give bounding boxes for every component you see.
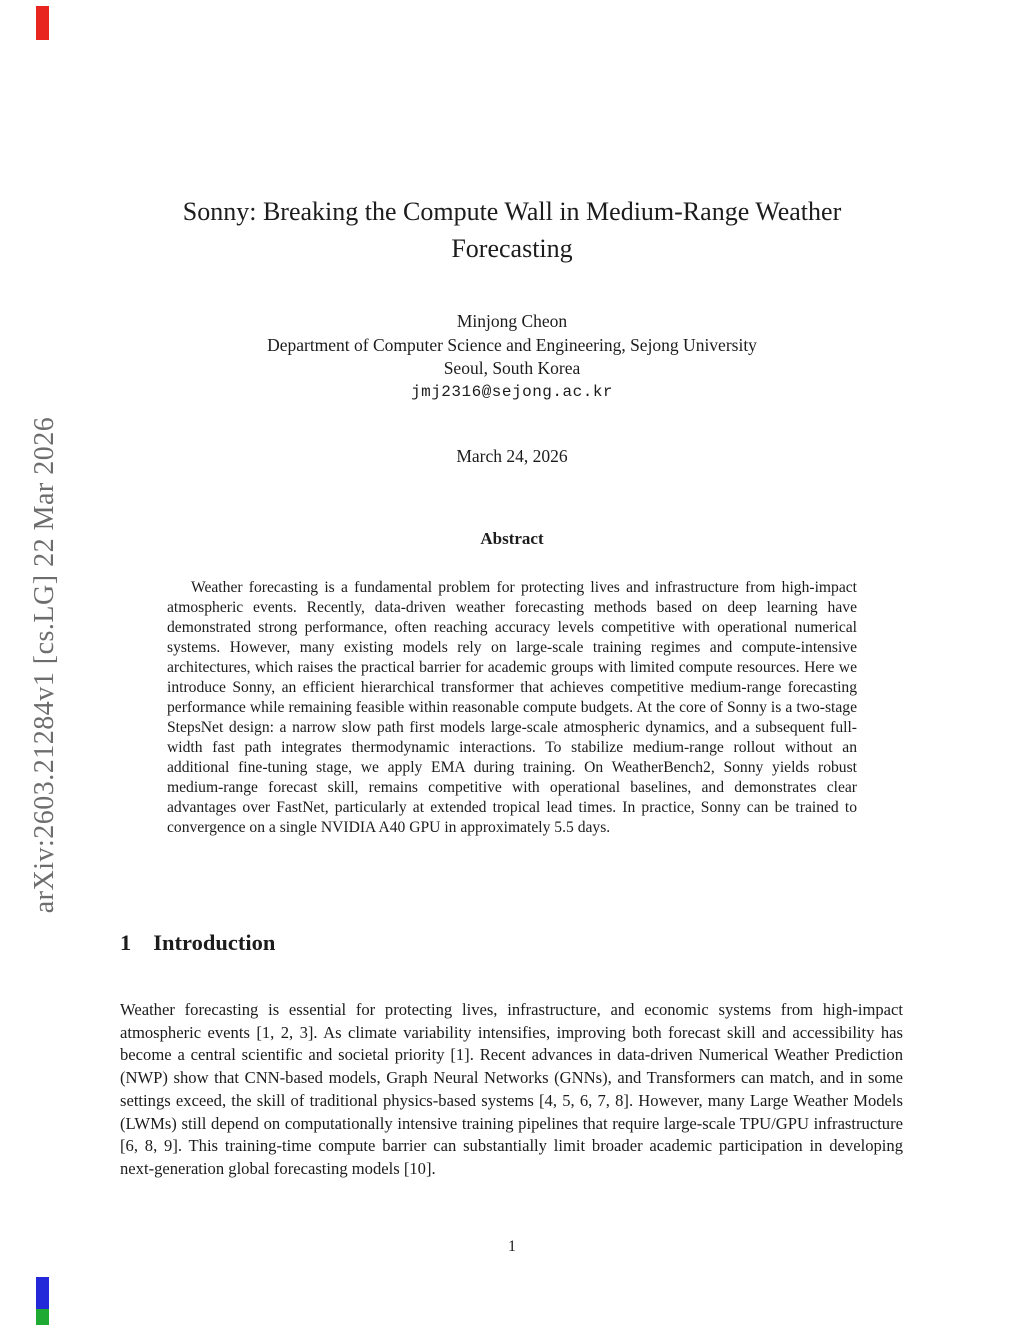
arxiv-watermark: arXiv:2603.21284v1 [cs.LG] 22 Mar 2026 (29, 416, 60, 914)
author-email: jmj2316@sejong.ac.kr (410, 382, 614, 401)
introduction-paragraph: Weather forecasting is essential for protecting lives, infrastructure, and economic systems from high-impact atmospheric events [1, 2, 3]. As climate variability intensifies, improving both forecast skill and accessibility has become a central scientific and societal priority [1]. Recent advances in data-driven Numerical Weather Prediction (NWP) show that CNN-based models, Graph Neural Networks (GNNs), and Transformers can match, and in some settings exceed, the skill of traditional physics-based systems [4, 5, 6, 7, 8]. However, many Large Weather Models (LWMs) still depend on computationally intensive training pipelines that require large-scale TPU/GPU infrastructure [6, 8, 9]. This training-time compute barrier can substantially limit broader academic participation in developing next-generation global forecasting models [10]. (120, 1000, 903, 1178)
author-location: Seoul, South Korea (443, 358, 581, 378)
paper-title: Sonny: Breaking the Compute Wall in Medium-Range Weather Forecasting (182, 197, 842, 263)
left-edge-red-strip (36, 6, 49, 40)
page-number: 1 (508, 1238, 516, 1255)
abstract-text: Weather forecasting is a fundamental problem for protecting lives and infrastructure from high-impact atmospheric events. Recently, data-driven weather forecasting methods based on deep learning have demonstrated strong performance, often reaching accuracy levels competitive with operational numerical systems. However, many existing models rely on large-scale training regimes and compute-intensive architectures, which raises the practical barrier for academic groups with limited compute resources. Here we introduce Sonny, an efficient hierarchical transformer that achieves competitive medium-range forecasting performance while remaining feasible within reasonable compute budgets. At the core of Sonny is a two-stage StepsNet design: a narrow slow path first models large-scale atmospheric dynamics, and a subsequent full-width fast path integrates thermodynamic interactions. To stabilize medium-range rollout without an additional fine-tuning stage, we apply EMA during training. On WeatherBench2, Sonny yields robust medium-range forecast skill, remains competitive with operational baselines, and demonstrates clear advantages over FastNet, particularly at extended tropical lead times. In practice, Sonny can be trained to convergence on a single NVIDIA A40 GPU in approximately 5.5 days. (167, 579, 857, 836)
paper-date: March 24, 2026 (456, 446, 568, 466)
section-1-number: 1 (120, 930, 132, 955)
author-name: Minjong Cheon (456, 311, 568, 331)
author-block (122, 310, 902, 404)
section-1-heading (120, 930, 903, 956)
left-edge-green-strip (36, 1309, 49, 1325)
abstract-heading: Abstract (480, 529, 544, 548)
left-edge-blue-strip (36, 1277, 49, 1309)
author-affiliation: Department of Computer Science and Engineering, Sejong University (267, 334, 757, 355)
section-1-title: Introduction (153, 930, 276, 955)
